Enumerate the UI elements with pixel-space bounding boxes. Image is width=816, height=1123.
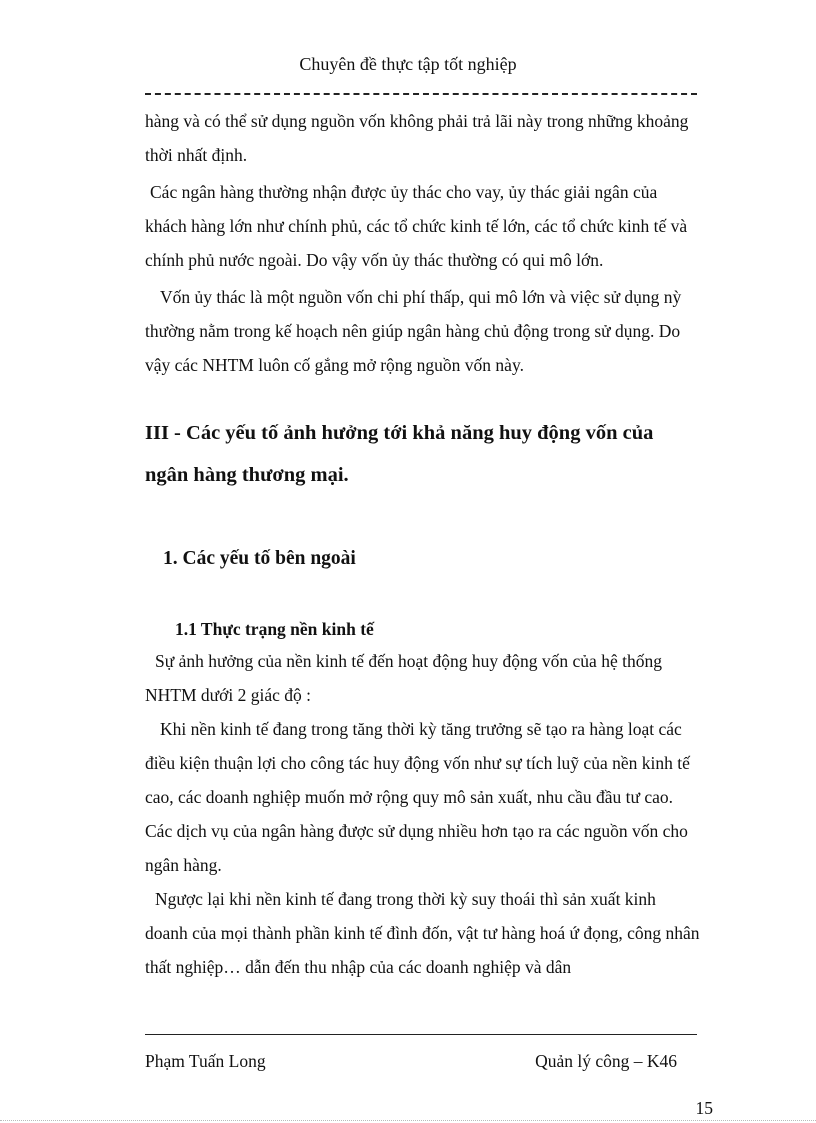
footer-author: Phạm Tuấn Long [145, 1051, 266, 1071]
header-dashed-rule [145, 93, 697, 95]
page-header-title: Chuyên đề thực tập tốt nghiệp [299, 54, 517, 74]
footer-rule [145, 1034, 697, 1035]
paragraph-recession-period: Ngược lại khi nền kinh tế đang trong thời kỳ suy thoái thì sản xuất kinh doanh của mọi thành phần kinh tế đình đốn, vật tư hàng hoá ứ đọng, công nhân thất nghiệp… dẫn đến thu nhập của các doanh nghiệp và dân [145, 889, 700, 977]
footer-class: Quản lý công – K46 [535, 1051, 677, 1071]
page-number: 15 [695, 1098, 713, 1118]
page-bottom-dotted-edge [0, 1120, 816, 1121]
section-heading-1: 1. Các yếu tố bên ngoài [163, 548, 356, 569]
page-body [145, 104, 700, 984]
paragraph-entrusted-capital: Vốn ủy thác là một nguồn vốn chi phí thấp, qui mô lớn và việc sử dụng nỳ thường nằm trong kế hoạch nên giúp ngân hàng chủ động trong sử dụng. Do vậy các NHTM luôn cố gắng mở rộng nguồn vốn này. [145, 287, 682, 375]
paragraph-entrusted-lending: Các ngân hàng thường nhận được ủy thác cho vay, ủy thác giải ngân của khách hàng lớn như chính phủ, các tổ chức kinh tế lớn, các tổ chức kinh tế và chính phủ nước ngoài. Do vậy vốn ủy thác thường có qui mô lớn. [145, 182, 688, 270]
paragraph-growth-period: Khi nền kinh tế đang trong tăng thời kỳ tăng trưởng sẽ tạo ra hàng loạt các điều kiện thuận lợi cho công tác huy động vốn như sự tích luỹ của nền kinh tế cao, các doanh nghiệp muốn mở rộng quy mô sản xuất, nhu cầu đầu tư cao. Các dịch vụ của ngân hàng được sử dụng nhiều hơn tạo ra các nguồn vốn cho ngân hàng. [145, 719, 690, 875]
paragraph-economy-impact: Sự ảnh hưởng của nền kinh tế đến hoạt động huy động vốn của hệ thống NHTM dưới 2 giác độ : [145, 651, 662, 705]
section-heading-1-1: 1.1 Thực trạng nền kinh tế [175, 619, 374, 639]
section-heading-iii: III - Các yếu tố ảnh hưởng tới khả năng huy động vốn của ngân hàng thương mại. [145, 422, 654, 486]
paragraph-continuation: hàng và có thể sử dụng nguồn vốn không phải trả lãi này trong những khoảng thời nhất định. [145, 111, 689, 165]
